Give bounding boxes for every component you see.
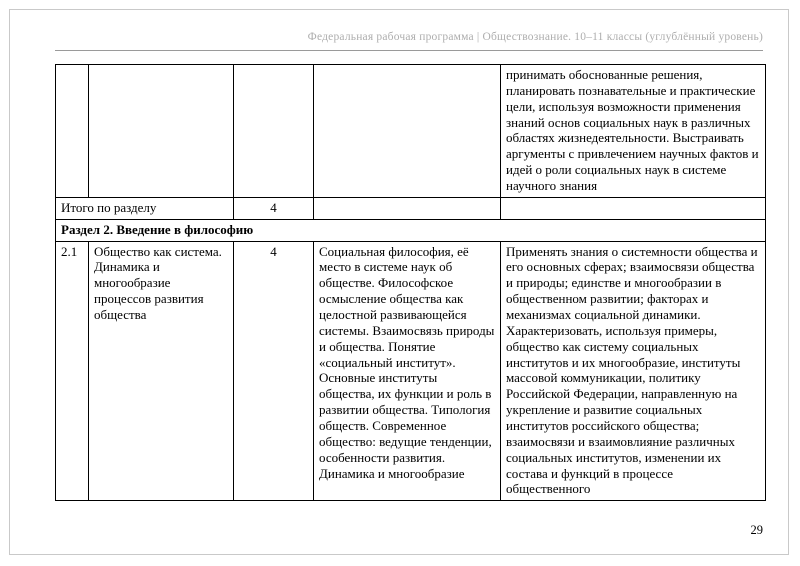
table-row-topic [56,241,766,501]
topic-hours-cell: 4 [234,241,314,501]
total-hours-cell: 4 [234,197,314,219]
header-text: Федеральная рабочая программа | Обществознание. 10–11 классы (углублённый уровень) [307,31,763,43]
topic-content-cell: Социальная философия, её место в системе наук об обществе. Философское осмысление общества как целостной развивающейся системы. Взаимосвязь природы и общества. Понятие «социальный институт». Основные институты общества, их функции и роль в развитии общества. Типология обществ. Современное общество: ведущие тенденции, особенности развития. Динамика и многообразие [314,241,501,501]
page-header [55,31,763,51]
characteristics-cell: принимать обоснованные решения, планировать познавательные и практические цели, используя возможности применения знаний основ социальных наук в различных областях жизнедеятельности. Выстраивать аргументы с привлечением научных фактов и идей о роли социальных наук в системе научного знания [501,65,766,198]
section-title-cell: Раздел 2. Введение в философию [56,219,766,241]
empty-cell [234,65,314,198]
table-row-continuation [56,65,766,198]
empty-cell [89,65,234,198]
topic-characteristics-cell: Применять знания о системности общества и его основных сферах; взаимосвязи общества и природы; единстве и многообразии в общественном развитии; факторах и механизмах социальной динамики. Характеризовать, используя примеры, общество как систему социальных институтов и их многообразие, институты массовой коммуникации, политику Российской Федерации, направленную на укрепление и развитие социальных институтов российского общества; взаимосвязи и взаимовлияние различных социальных институтов, изменении их состава и функций в процессе общественного [501,241,766,501]
document-page [9,9,789,555]
empty-cell [314,197,501,219]
curriculum-table [55,64,766,501]
table-row-section [56,219,766,241]
table-row-total [56,197,766,219]
topic-title-cell: Общество как система. Динамика и многообразие процессов развития общества [89,241,234,501]
empty-cell [314,65,501,198]
empty-cell [501,197,766,219]
page-number: 29 [750,523,763,537]
topic-number-cell: 2.1 [56,241,89,501]
total-label-cell: Итого по разделу [56,197,234,219]
empty-cell [56,65,89,198]
